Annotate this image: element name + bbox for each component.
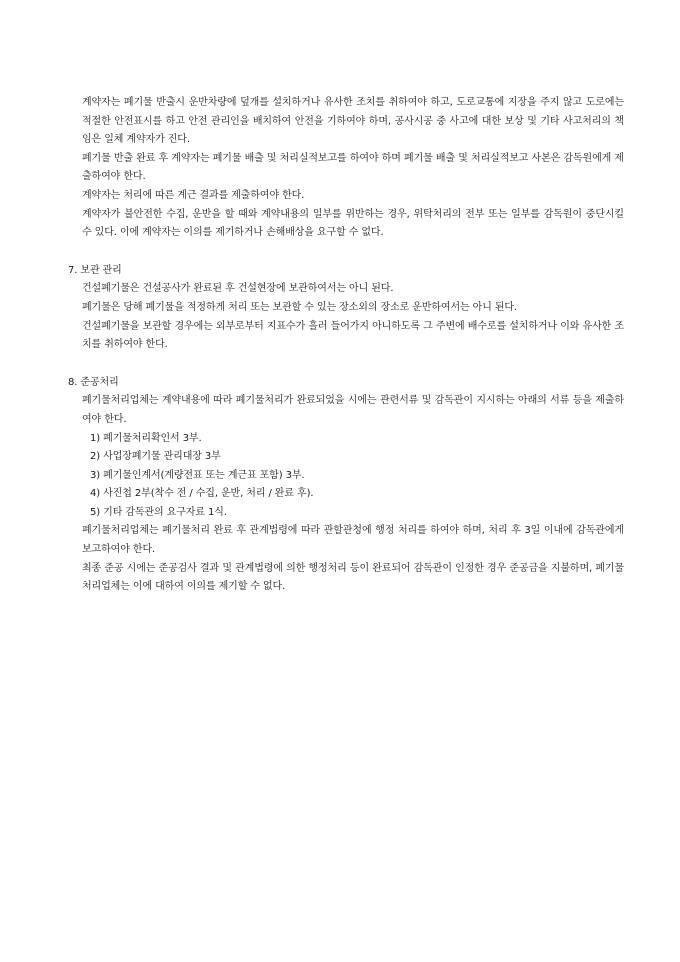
paragraph: 폐기물처리업체는 계약내용에 따라 폐기물처리가 완료되었을 시에는 관련서류 및 감독관이 지시하는 아래의 서류 등을 제출하여야 한다. [82, 395, 624, 425]
paragraph: 폐기물처리업체는 폐기물처리 완료 후 관계법령에 따라 관할관청에 행정 처리를 하여야 하며, 처리 후 3일 이내에 감독관에게 보고하여야 한다. [82, 525, 624, 556]
section-7 [68, 262, 624, 355]
paragraph: 건설폐기물을 보관할 경우에는 외부로부터 지표수가 흘러 들어가지 아니하도록 그 주변에 배수로를 설치하거나 이와 유사한 조치를 취하여야 한다. [82, 320, 624, 351]
spacer [68, 355, 624, 374]
section-heading: 7. 보관 관리 [68, 264, 122, 276]
list-item: 2) 사업장폐기물 관리대장 3부 [90, 451, 221, 463]
list-item: 5) 기타 감독관의 요구자료 1식. [90, 506, 227, 518]
paragraph: 폐기물은 당해 폐기물을 적정하게 처리 또는 보관할 수 있는 장소외의 장소로 운반하여서는 아니 된다. [82, 301, 518, 313]
section-6-continued [68, 94, 624, 243]
spacer [68, 243, 624, 262]
paragraph: 건설폐기물은 건설공사가 완료된 후 건설현장에 보관하여서는 아니 된다. [82, 283, 394, 295]
document-body [68, 94, 624, 597]
document-list [90, 430, 624, 523]
list-item: 3) 폐기물인계서(계량전표 또는 계근표 포함) 3부. [90, 469, 305, 481]
section-8 [68, 374, 624, 597]
paragraph: 계약자는 처리에 따른 계근 결과를 제출하여야 한다. [82, 189, 305, 201]
list-item: 4) 사진첩 2부(착수 전 / 수집, 운반, 처리 / 완료 후). [90, 488, 314, 500]
paragraph: 최종 준공 시에는 준공검사 결과 및 관계법령에 의한 행정처리 등이 완료되어 감독관이 인정한 경우 준공금을 지불하며, 폐기물처리업체는 이에 대하여 이의를 제기할 수 없다. [82, 562, 624, 593]
paragraph: 계약자가 불안전한 수집, 운반을 할 때와 계약내용의 일부를 위반하는 경우, 위탁처리의 전부 또는 일부를 감독원이 중단시킬 수 있다. 이에 계약자는 이의를 제기하거나 손해배상을 요구할 수 없다. [82, 208, 624, 239]
section-heading: 8. 준공처리 [68, 376, 119, 388]
list-item: 1) 폐기물처리확인서 3부. [90, 432, 202, 444]
paragraph: 계약자는 폐기물 반출시 운반차량에 덮개를 설치하거나 유사한 조치를 취하여야 하고, 도로교통에 지장을 주지 않고 도로에는 적절한 안전표시를 하고 안전 관리인을 배치하여 안전을 기하여야 하며, 공사시공 중 사고에 대한 보상 및 기타 사고처리의 책임은 일체 계약자가 진다. [82, 97, 624, 146]
paragraph: 폐기물 반출 완료 후 계약자는 폐기물 배출 및 처리실적보고를 하여야 하며 폐기물 배출 및 처리실적보고 사본은 감독원에게 제출하여야 한다. [82, 152, 624, 183]
